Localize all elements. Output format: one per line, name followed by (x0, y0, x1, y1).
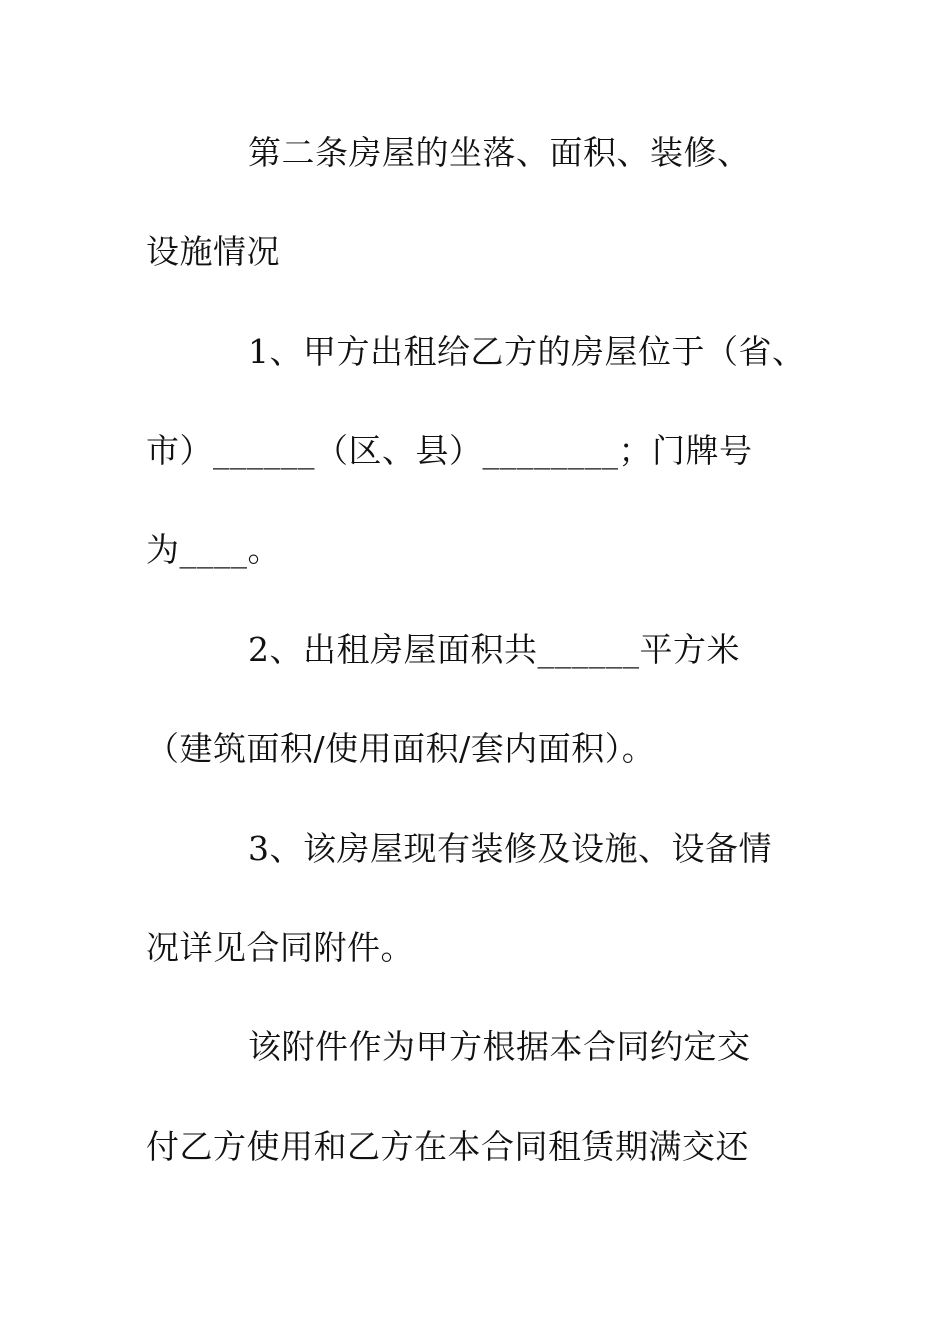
clause-3-line-2: 况详见合同附件。 (146, 928, 414, 967)
clause-1-line-2: 市）______（区、县）________；门牌号 (146, 431, 753, 470)
clause-2-line-2: （建筑面积/使用面积/套内面积）。 (146, 729, 656, 768)
clause-2-line-1: 2、出租房屋面积共______平方米 (248, 630, 740, 669)
clause-1-line-3: 为____。 (146, 530, 281, 569)
attachment-paragraph-line-2: 付乙方使用和乙方在本合同租赁期满交还 (146, 1127, 749, 1166)
attachment-paragraph-line-1: 该附件作为甲方根据本合同约定交 (248, 1027, 751, 1066)
clause-1-line-1: 1、甲方出租给乙方的房屋位于（省、 (248, 332, 806, 371)
article-heading-line-1: 第二条房屋的坐落、面积、装修、 (248, 133, 751, 172)
clause-3-line-1: 3、该房屋现有装修及设施、设备情 (248, 829, 772, 868)
article-heading-line-2: 设施情况 (146, 232, 280, 271)
